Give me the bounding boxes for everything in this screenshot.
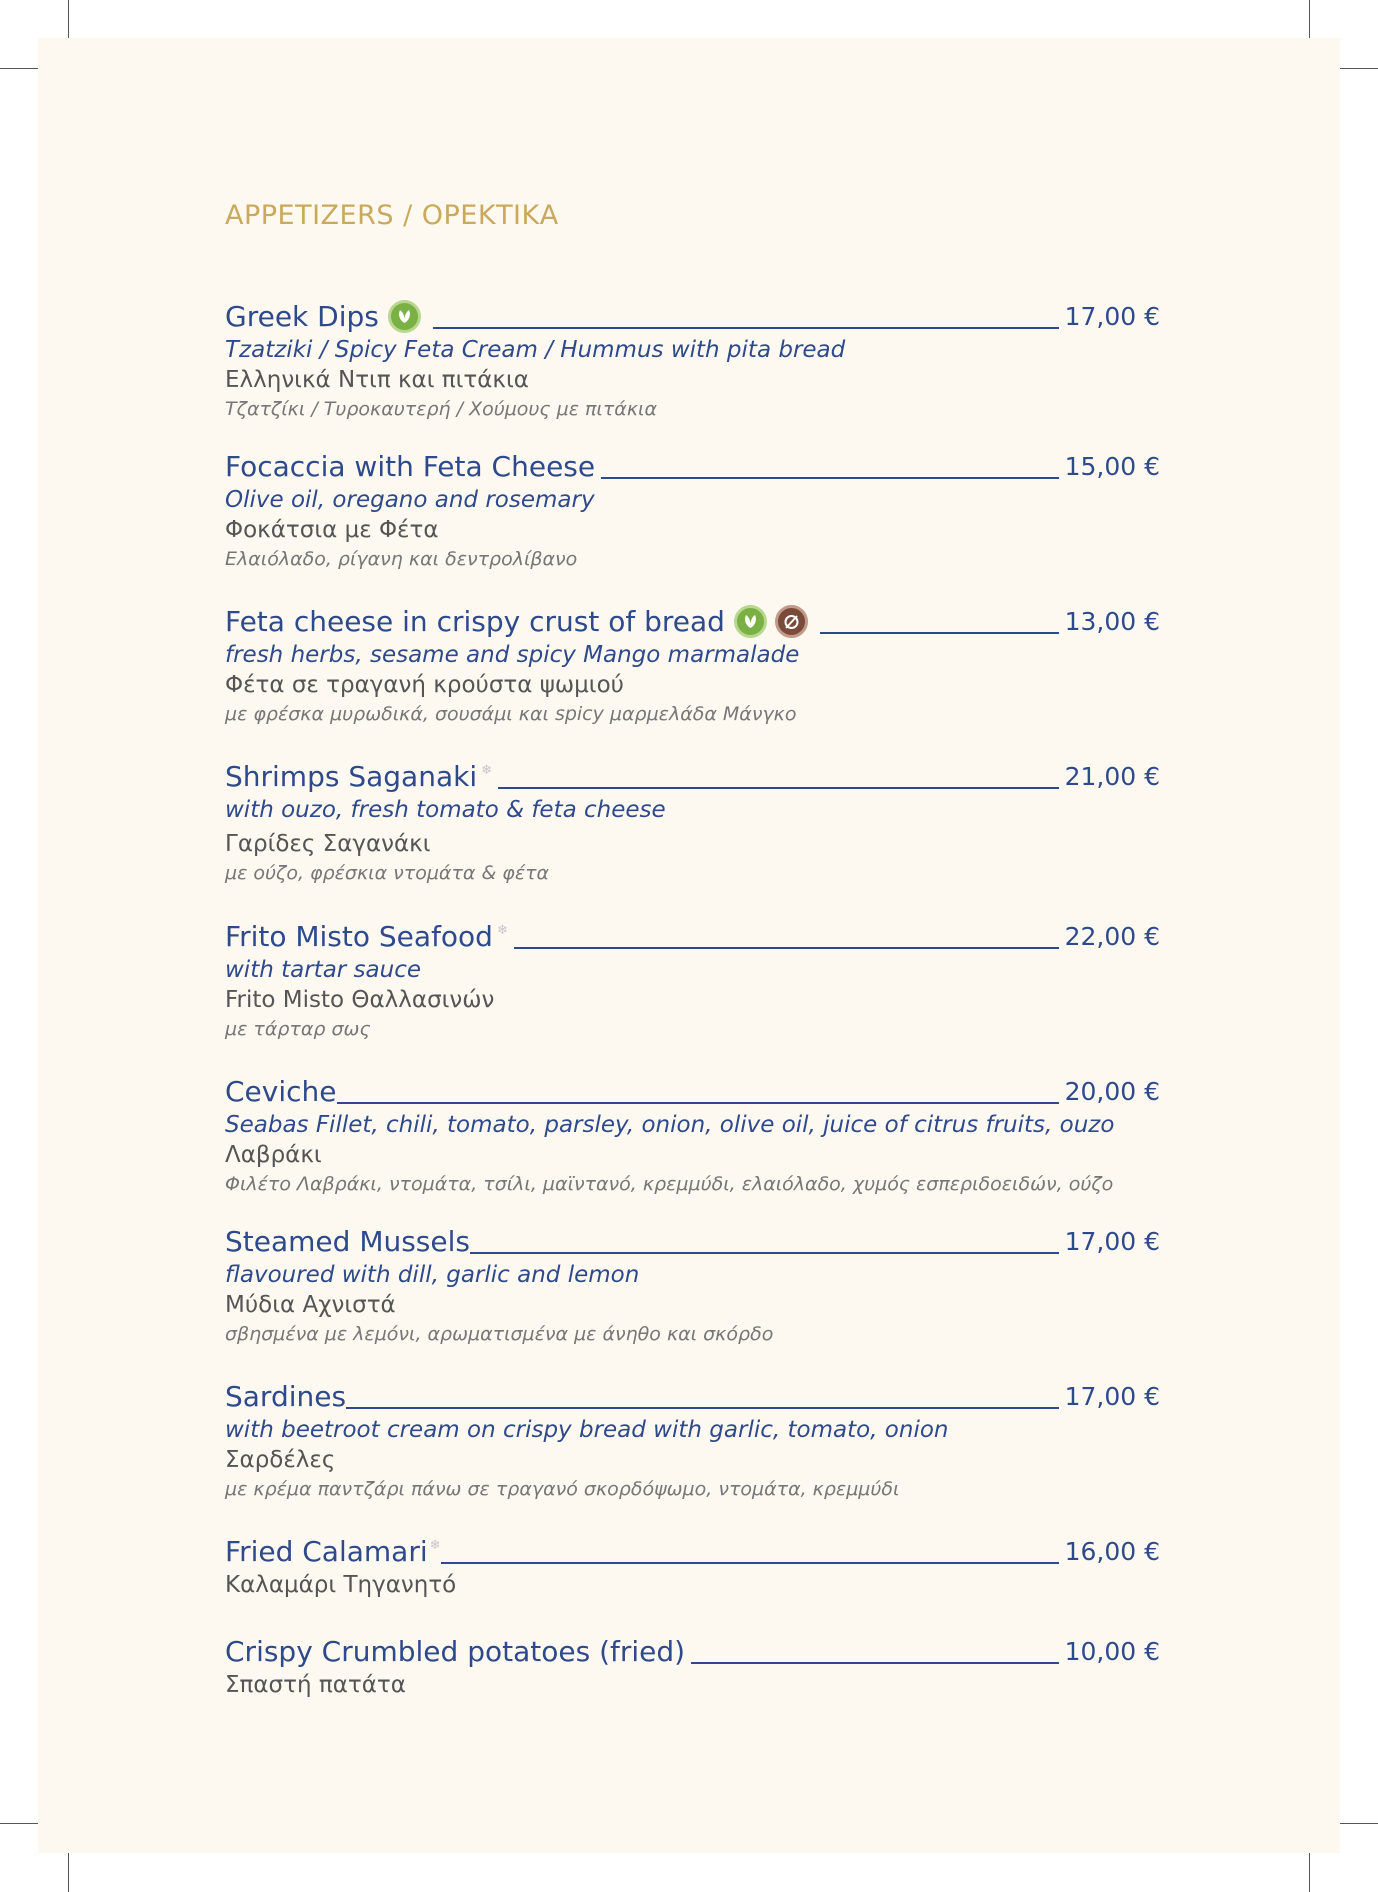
dot-leader — [820, 632, 1059, 634]
item-price: 17,00 € — [1064, 1382, 1160, 1411]
menu-item-header — [225, 1377, 1160, 1415]
frozen-icon: ❄ — [429, 1538, 441, 1553]
item-greek-name: Ελληνικά Ντιπ και πιτάκια — [225, 367, 529, 393]
nuts-icon — [775, 605, 808, 638]
item-price: 22,00 € — [1064, 922, 1160, 951]
item-icons — [734, 605, 808, 638]
item-greek-name: Μύδια Αχνιστά — [225, 1292, 396, 1318]
item-name: Ceviche — [225, 1075, 337, 1108]
item-greek-name: Φέτα σε τραγανή κρούστα ψωμιού — [225, 672, 624, 698]
dot-leader — [601, 477, 1058, 479]
item-name: Crispy Crumbled potatoes (fried) — [225, 1635, 686, 1668]
item-description: with ouzo, fresh tomato & feta cheese — [225, 797, 666, 823]
dot-leader — [514, 947, 1059, 949]
menu-item — [225, 1222, 1160, 1348]
item-price: 10,00 € — [1064, 1637, 1160, 1666]
menu-item-header — [225, 297, 1160, 335]
item-greek-description: με φρέσκα μυρωδικά, σουσάμι και spicy μαρμελάδα Μάνγκο — [225, 703, 797, 725]
menu-item-header — [225, 447, 1160, 485]
item-price: 15,00 € — [1064, 452, 1160, 481]
item-description: with beetroot cream on crispy bread with garlic, tomato, onion — [225, 1417, 949, 1443]
dot-leader — [441, 1562, 1059, 1564]
menu-item-header — [225, 1632, 1160, 1670]
item-name: Focaccia with Feta Cheese — [225, 450, 596, 483]
item-greek-name: Λαβράκι — [225, 1142, 322, 1168]
menu-item — [225, 1072, 1160, 1198]
item-description: Tzatziki / Spicy Feta Cream / Hummus with pita bread — [225, 337, 846, 363]
item-price: 13,00 € — [1064, 607, 1160, 636]
frozen-icon: ❄ — [496, 923, 508, 938]
item-icons — [388, 300, 421, 333]
item-greek-description: με τάρταρ σως — [225, 1018, 371, 1040]
item-description: Seabas Fillet, chili, tomato, parsley, onion, olive oil, juice of citrus fruits, ouzo — [225, 1112, 1115, 1138]
menu-item-header — [225, 1222, 1160, 1260]
menu-item-header — [225, 917, 1160, 955]
item-name: Frito Misto Seafood — [225, 920, 493, 953]
section-title: APPETIZERS / ΟΡΕΚΤΙΚΑ — [225, 200, 559, 231]
item-description: Olive oil, oregano and rosemary — [225, 487, 595, 513]
menu-item — [225, 917, 1160, 1043]
item-price: 16,00 € — [1064, 1537, 1160, 1566]
item-greek-description: με ούζο, φρέσκια ντομάτα & φέτα — [225, 862, 550, 884]
item-greek-description: Τζατζίκι / Τυροκαυτερή / Χούμους με πιτάκια — [225, 398, 657, 420]
item-description: flavoured with dill, garlic and lemon — [225, 1262, 640, 1288]
item-price: 21,00 € — [1064, 762, 1160, 791]
menu-item — [225, 602, 1160, 728]
dot-leader — [337, 1102, 1059, 1104]
menu-item-header — [225, 1532, 1160, 1570]
menu-item-header — [225, 1072, 1160, 1110]
menu-item — [225, 1632, 1160, 1700]
item-price: 17,00 € — [1064, 302, 1160, 331]
item-name: Feta cheese in crispy crust of bread — [225, 605, 725, 638]
menu-item-header — [225, 757, 1160, 795]
item-greek-name: Σπαστή πατάτα — [225, 1672, 406, 1698]
item-name: Greek Dips — [225, 300, 379, 333]
item-greek-description: με κρέμα παντζάρι πάνω σε τραγανό σκορδόψωμο, ντομάτα, κρεμμύδι — [225, 1478, 900, 1500]
item-greek-name: Καλαμάρι Τηγανητό — [225, 1572, 457, 1598]
item-name: Fried Calamari — [225, 1535, 428, 1568]
item-greek-description: Ελαιόλαδο, ρίγανη και δεντρολίβανο — [225, 548, 578, 570]
item-name: Shrimps Saganaki — [225, 760, 478, 793]
item-description: fresh herbs, sesame and spicy Mango marmalade — [225, 642, 800, 668]
vegetarian-icon — [388, 300, 421, 333]
item-description: with tartar sauce — [225, 957, 422, 983]
item-name: Sardines — [225, 1380, 347, 1413]
vegetarian-icon — [734, 605, 767, 638]
menu-item — [225, 1532, 1160, 1600]
item-price: 20,00 € — [1064, 1077, 1160, 1106]
frozen-icon: ❄ — [481, 763, 493, 778]
item-greek-name: Γαρίδες Σαγανάκι — [225, 831, 431, 857]
item-greek-description: Φιλέτο Λαβράκι, ντομάτα, τσίλι, μαϊντανό, κρεμμύδι, ελαιόλαδο, χυμός εσπεριδοειδών, ούζο — [225, 1173, 1114, 1195]
dot-leader — [498, 787, 1059, 789]
dot-leader — [470, 1252, 1059, 1254]
menu-item — [225, 297, 1160, 423]
item-price: 17,00 € — [1064, 1227, 1160, 1256]
menu-item — [225, 757, 1160, 887]
menu-item — [225, 1377, 1160, 1503]
item-greek-description: σβησμένα με λεμόνι, αρωματισμένα με άνηθο και σκόρδο — [225, 1323, 774, 1345]
dot-leader — [346, 1407, 1058, 1409]
item-greek-name: Frito Misto Θαλλασινών — [225, 987, 495, 1013]
item-greek-name: Φοκάτσια με Φέτα — [225, 517, 439, 543]
item-greek-name: Σαρδέλες — [225, 1447, 336, 1473]
dot-leader — [433, 327, 1059, 329]
dot-leader — [691, 1662, 1058, 1664]
menu-item — [225, 447, 1160, 573]
menu-item-header — [225, 602, 1160, 640]
item-name: Steamed Mussels — [225, 1225, 470, 1258]
